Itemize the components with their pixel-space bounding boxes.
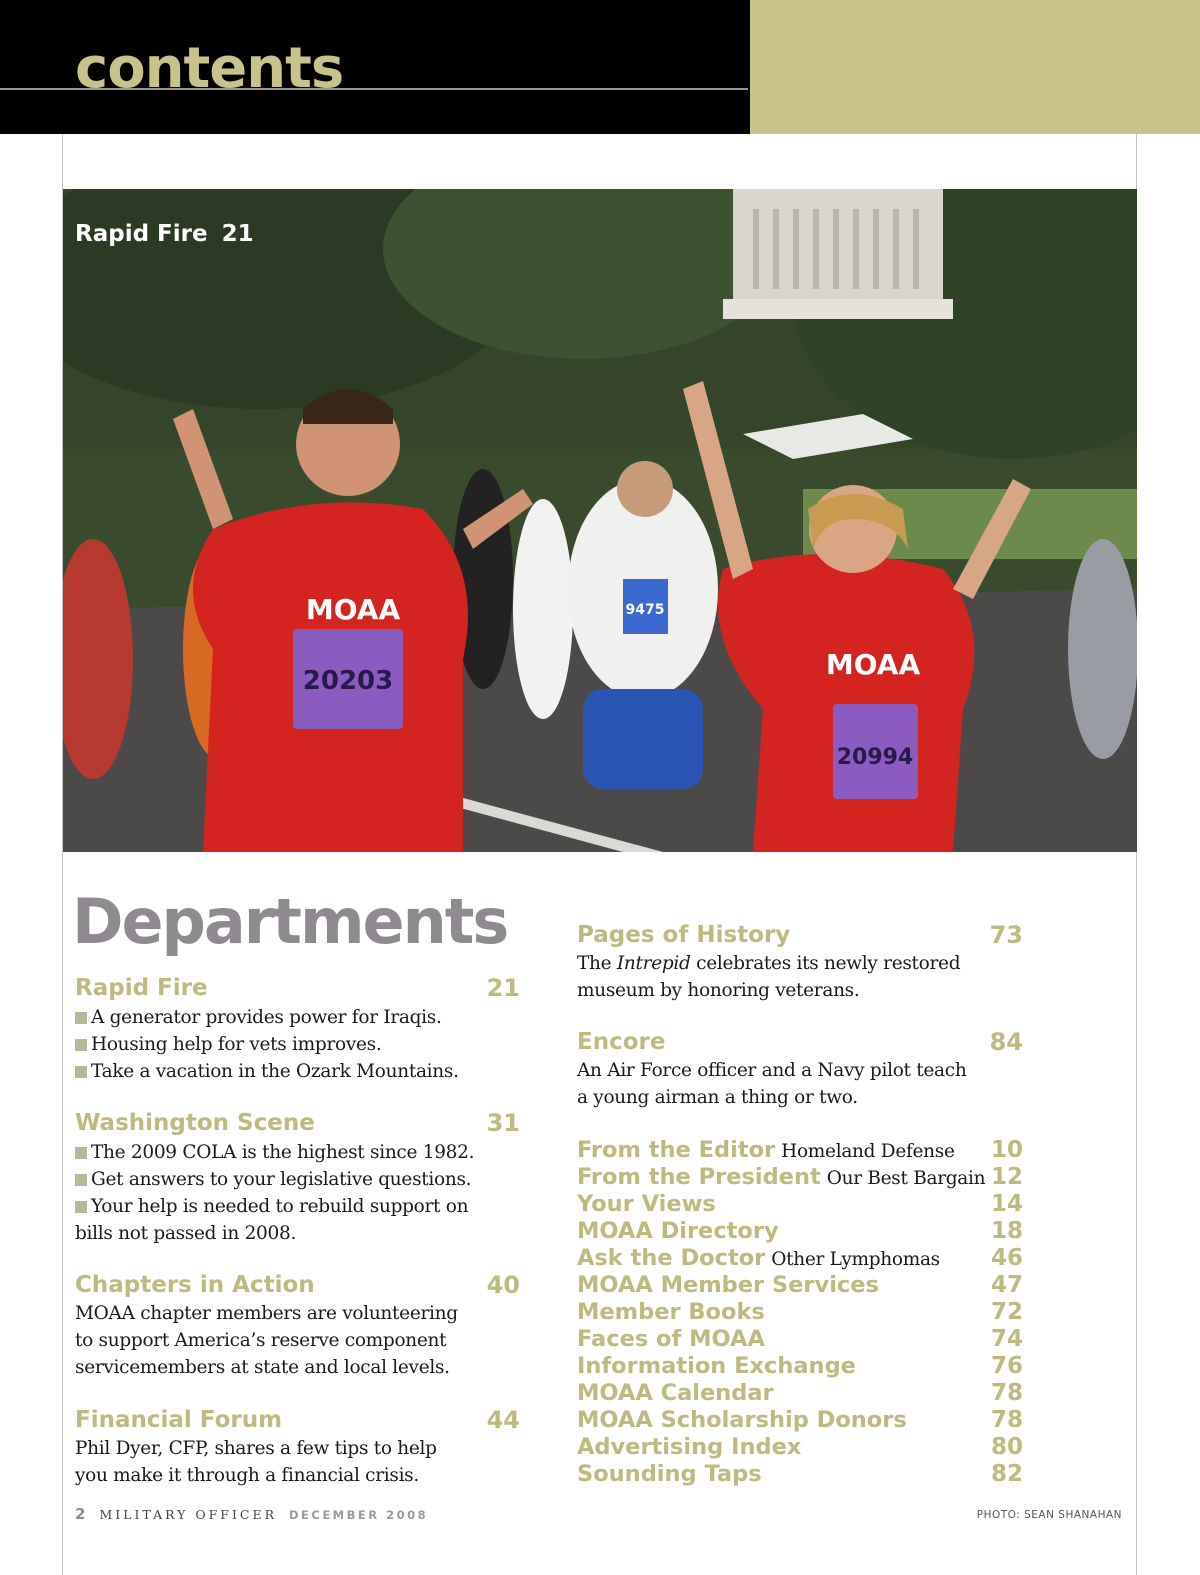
dept-row-from-the-president[interactable]: From the President Our Best Bargain 12 [577, 1164, 1023, 1190]
list-item: Your help is needed to rebuild support on [75, 1193, 474, 1220]
section-page-pages-of-history: 73 [989, 921, 1023, 949]
section-title-washington-scene[interactable]: Washington Scene [75, 1110, 315, 1136]
bullet-square-icon [75, 1147, 87, 1159]
photo-credit: PHOTO: SEAN SHANAHAN [976, 1509, 1122, 1521]
dept-row-moaa-calendar[interactable]: MOAA Calendar 78 [577, 1380, 1023, 1406]
dept-row-moaa-directory[interactable]: MOAA Directory 18 [577, 1218, 1023, 1244]
bullet-square-icon [75, 1174, 87, 1186]
section-title-encore[interactable]: Encore [577, 1029, 666, 1055]
list-item: Housing help for vets improves. [75, 1031, 459, 1058]
dept-row-moaa-scholarship-donors[interactable]: MOAA Scholarship Donors 78 [577, 1407, 1023, 1433]
section-title-chapters-in-action[interactable]: Chapters in Action [75, 1272, 315, 1298]
list-item: A generator provides power for Iraqis. [75, 1004, 459, 1031]
dept-row-information-exchange[interactable]: Information Exchange 76 [577, 1353, 1023, 1379]
header-khaki-band [750, 0, 1200, 134]
dept-row-member-books[interactable]: Member Books 72 [577, 1299, 1023, 1325]
list-item: Take a vacation in the Ozark Mountains. [75, 1058, 459, 1085]
shirt-logo-left: MOAA [305, 593, 401, 626]
dept-row-advertising-index[interactable]: Advertising Index 80 [577, 1434, 1023, 1460]
photo-caption [75, 218, 254, 250]
section-page-financial-forum: 44 [486, 1406, 520, 1434]
dept-row-ask-the-doctor[interactable]: Ask the Doctor Other Lymphomas 46 [577, 1245, 1023, 1271]
photo-caption-page: 21 [221, 221, 254, 247]
departments-heading: Departments [72, 885, 508, 958]
section-page-rapid-fire: 21 [486, 974, 520, 1002]
section-body-washington-scene [75, 1139, 474, 1247]
list-item: Get answers to your legislative questions. [75, 1166, 474, 1193]
section-title-financial-forum[interactable]: Financial Forum [75, 1407, 283, 1433]
dept-row-your-views[interactable]: Your Views 14 [577, 1191, 1023, 1217]
bib-left: 20203 [302, 666, 394, 696]
section-page-chapters-in-action: 40 [486, 1271, 520, 1299]
footer-folio [75, 1503, 428, 1526]
section-title-pages-of-history[interactable]: Pages of History [577, 922, 791, 948]
departments-list [577, 1137, 1023, 1488]
bib-center: 9475 [625, 602, 665, 618]
dept-row-moaa-member-services[interactable]: MOAA Member Services 47 [577, 1272, 1023, 1298]
list-item-continuation: bills not passed in 2008. [75, 1223, 297, 1244]
section-body-encore: An Air Force officer and a Navy pilot teach a young airman a thing or two. [577, 1060, 967, 1108]
footer-page-number: 2 [75, 1505, 86, 1523]
section-page-washington-scene: 31 [486, 1109, 520, 1137]
section-body-chapters-in-action: MOAA chapter members are volunteering to support America’s reserve component servicemembers at state and local levels. [75, 1303, 458, 1378]
section-title-rapid-fire[interactable]: Rapid Fire [75, 975, 208, 1001]
cover-photo [63, 189, 1137, 852]
photo-caption-title: Rapid Fire [75, 221, 208, 247]
dept-row-sounding-taps[interactable]: Sounding Taps 82 [577, 1461, 1023, 1487]
bullet-square-icon [75, 1066, 87, 1078]
list-item: The 2009 COLA is the highest since 1982. [75, 1139, 474, 1166]
bullet-square-icon [75, 1201, 87, 1213]
bib-right: 20994 [836, 745, 914, 770]
footer-issue-date: DECEMBER 2008 [288, 1508, 429, 1522]
section-page-encore: 84 [989, 1028, 1023, 1056]
section-body-rapid-fire [75, 1004, 459, 1085]
dept-row-from-the-editor[interactable]: From the Editor Homeland Defense 10 [577, 1137, 1023, 1163]
bullet-square-icon [75, 1039, 87, 1051]
page-title: contents [75, 36, 344, 101]
section-body-pages-of-history: The Intrepid celebrates its newly restored museum by honoring veterans. [577, 953, 961, 1001]
section-body-financial-forum: Phil Dyer, CFP, shares a few tips to help you make it through a financial crisis. [75, 1438, 437, 1486]
dept-row-faces-of-moaa[interactable]: Faces of MOAA 74 [577, 1326, 1023, 1352]
footer-magazine-name: MILITARY OFFICER [99, 1507, 277, 1522]
shirt-logo-right: MOAA [825, 648, 921, 681]
bullet-square-icon [75, 1012, 87, 1024]
